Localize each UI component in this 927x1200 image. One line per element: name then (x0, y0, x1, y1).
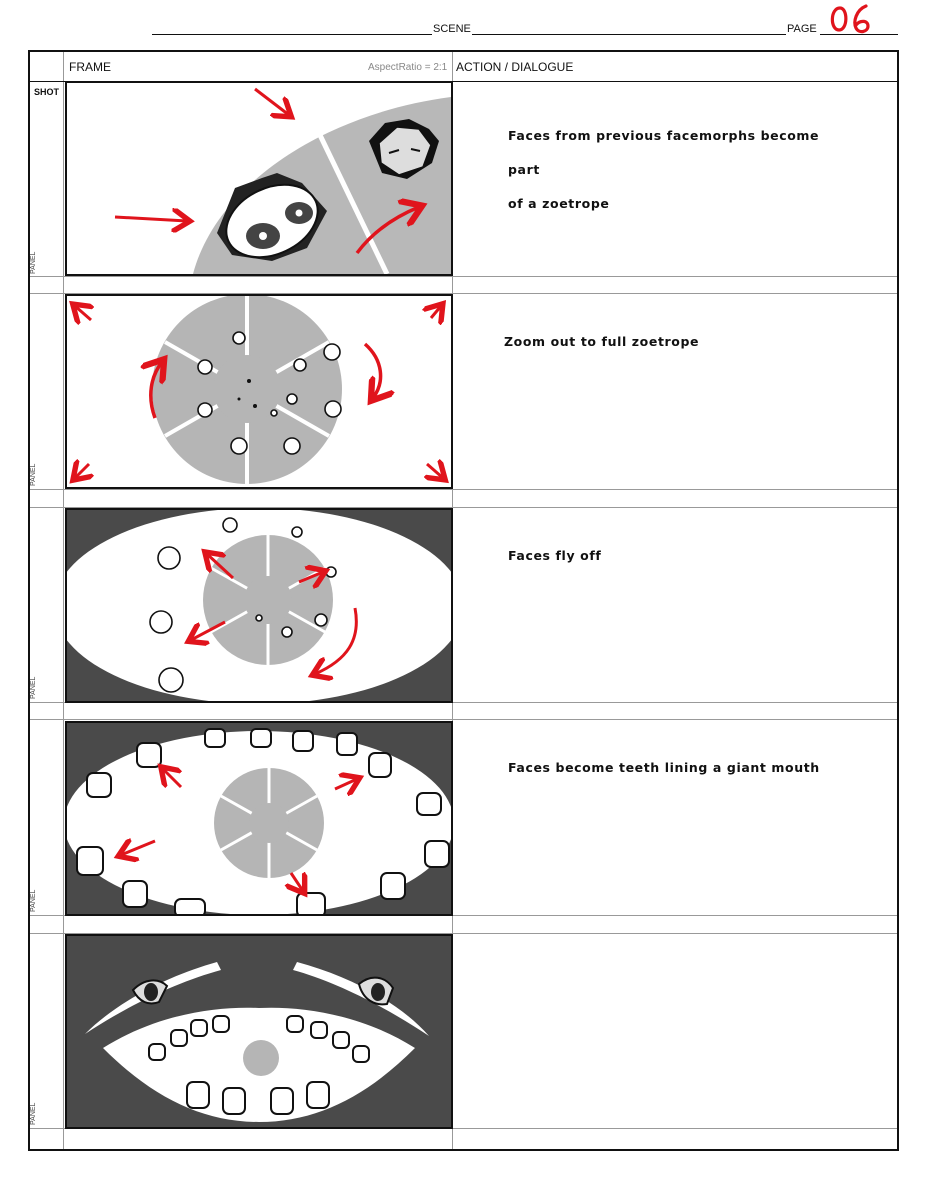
panel-2-action-text (504, 325, 844, 359)
shot-label: SHOT (34, 87, 60, 97)
panel-2-frame (65, 294, 453, 489)
shot-column-divider (63, 52, 64, 1149)
action-line: Faces fly off (508, 548, 602, 563)
zoetrope-closeup-drawing (67, 83, 451, 274)
panel-4-frame (65, 721, 453, 916)
panel-label: PANEL (30, 251, 37, 274)
panel-1-action-text (508, 119, 848, 221)
action-column-title: ACTION / DIALOGUE (456, 60, 574, 74)
teeth-mouth-drawing (67, 723, 451, 914)
panel-label: PANEL (30, 676, 37, 699)
frame-column-title: FRAME (69, 60, 111, 74)
scene-label: SCENE (433, 23, 471, 35)
panel-1-frame (65, 81, 453, 276)
action-line: of a zoetrope (508, 196, 610, 211)
action-line: Faces from previous facemorphs become part (508, 128, 820, 177)
panel-label: PANEL (30, 463, 37, 486)
row-divider (30, 719, 897, 720)
panel-label: PANEL (30, 1102, 37, 1125)
action-line: Faces become teeth lining a giant mouth (508, 760, 820, 775)
panel-label: PANEL (30, 889, 37, 912)
faces-fly-off-drawing (67, 510, 451, 701)
page-label: PAGE (787, 23, 817, 35)
page-number-handwritten (826, 0, 878, 38)
action-line: Zoom out to full zoetrope (504, 334, 700, 349)
row-divider (30, 489, 897, 490)
panel-4-action-text (508, 751, 848, 785)
storyboard-sheet (28, 50, 899, 1151)
scene-underline-left (152, 34, 432, 35)
full-zoetrope-drawing (67, 296, 451, 487)
row-divider (30, 276, 897, 277)
scene-underline-right (472, 34, 786, 35)
panel-5-frame (65, 934, 453, 1129)
giant-face-drawing (67, 936, 451, 1127)
aspect-ratio-label: AspectRatio = 2:1 (368, 62, 448, 73)
panel-3-action-text (508, 539, 848, 573)
panel-3-frame (65, 508, 453, 703)
